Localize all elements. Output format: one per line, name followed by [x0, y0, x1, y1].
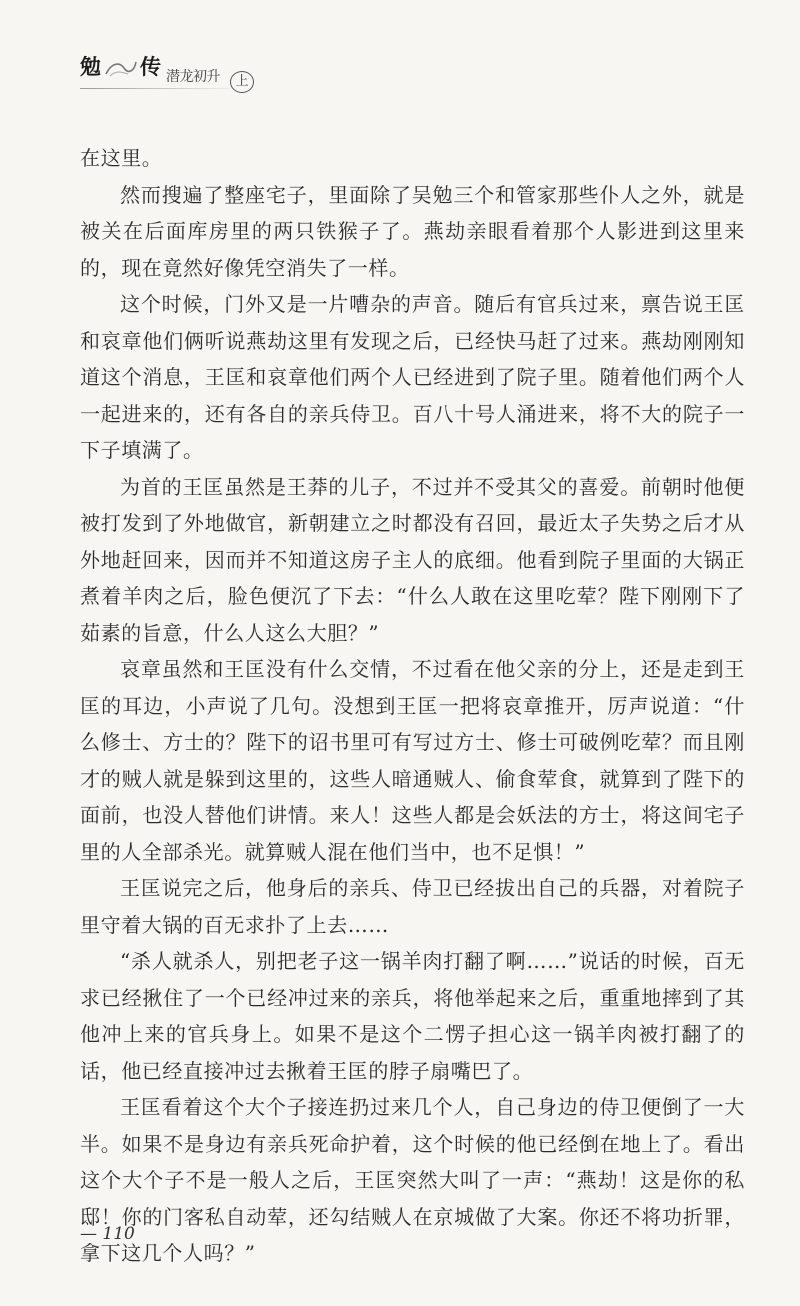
paragraph: 这个时候，门外又是一片嘈杂的声音。随后有官兵过来，禀告说王匡和哀章他们俩听说燕劫这里有发现之后，已经快马赶了过来。燕劫刚刚知道这个消息，王匡和哀章他们两个人已经进到了院子里。随着他们两个人一起进来的，还有各自的亲兵侍卫。百八十号人涌进来，将不大的院子一下子填满了。 — [80, 292, 745, 462]
paragraph: 哀章虽然和王匡没有什么交情，不过看在他父亲的分上，还是走到王匡的耳边，小声说了几句。没想到王匡一把将哀章推开，厉声说道：“什么修士、方士的？陛下的诏书里可有写过方士、修士可破例吃荤？而且刚才的贼人就是躲到这里的，这些人暗通贼人、偷食荤食，就算到了陛下的面前，也没人替他们讲情。来人！这些人都是会妖法的方士，将这间宅子里的人全部杀光。就算贼人混在他们当中，也不足惧！” — [80, 657, 745, 864]
header-rule — [80, 88, 230, 89]
header-title-char-1: 勉 — [80, 54, 101, 79]
paragraph: “杀人就杀人，别把老子这一锅羊肉打翻了啊……”说话的时候，百无求已经揪住了一个已经冲过来的亲兵，将他举起来之后，重重地摔到了其他冲上来的官兵身上。如果不是这个二愣子担心这一锅羊肉被打翻了的话，他已经直接冲过去揪着王匡的脖子扇嘴巴了。 — [80, 949, 745, 1083]
volume-badge: 上 — [230, 71, 254, 93]
paragraph: 王匡看着这个大个子接连扔过来几个人，自己身边的侍卫便倒了一大半。如果不是身边有亲兵死命护着，这个时候的他已经倒在地上了。看出这个大个子不是一般人之后，王匡突然大叫了一声：“燕劫！这是你的私邸！你的门客私自动荤，还勾结贼人在京城做了大案。你还不将功折罪，拿下这几个人吗？” — [80, 1095, 745, 1265]
paragraph: 然而搜遍了整座宅子，里面除了吴勉三个和管家那些仆人之外，就是被关在后面库房里的两只铁猴子了。燕劫亲眼看着那个人影进到这里来的，现在竟然好像凭空消失了一样。 — [80, 182, 745, 280]
header-title-char-2: 传 — [140, 54, 161, 79]
paragraph-continuation: 在这里。 — [80, 146, 163, 170]
paragraph: 为首的王匡虽然是王莽的儿子，不过并不受其父的喜爱。前朝时他便被打发到了外地做官，新朝建立之时都没有召回，最近太子失势之后才从外地赶回来，因而并不知道这房子主人的底细。他看到院子里面的大锅正煮着羊肉之后，脸色便沉了下去：“什么人敢在这里吃荤？陛下刚刚下了茹素的旨意，什么人这么大胆？” — [80, 474, 745, 645]
brush-ornament-icon — [104, 58, 138, 80]
paragraph: 王匡说完之后，他身后的亲兵、侍卫已经拔出自己的兵器，对着院子里守着大锅的百无求扑了上去…… — [80, 876, 745, 937]
page-body — [80, 140, 745, 1272]
running-header — [80, 50, 280, 94]
page-number: — 110 — [80, 1224, 135, 1244]
header-subtitle: 潜龙初升 — [166, 69, 220, 85]
